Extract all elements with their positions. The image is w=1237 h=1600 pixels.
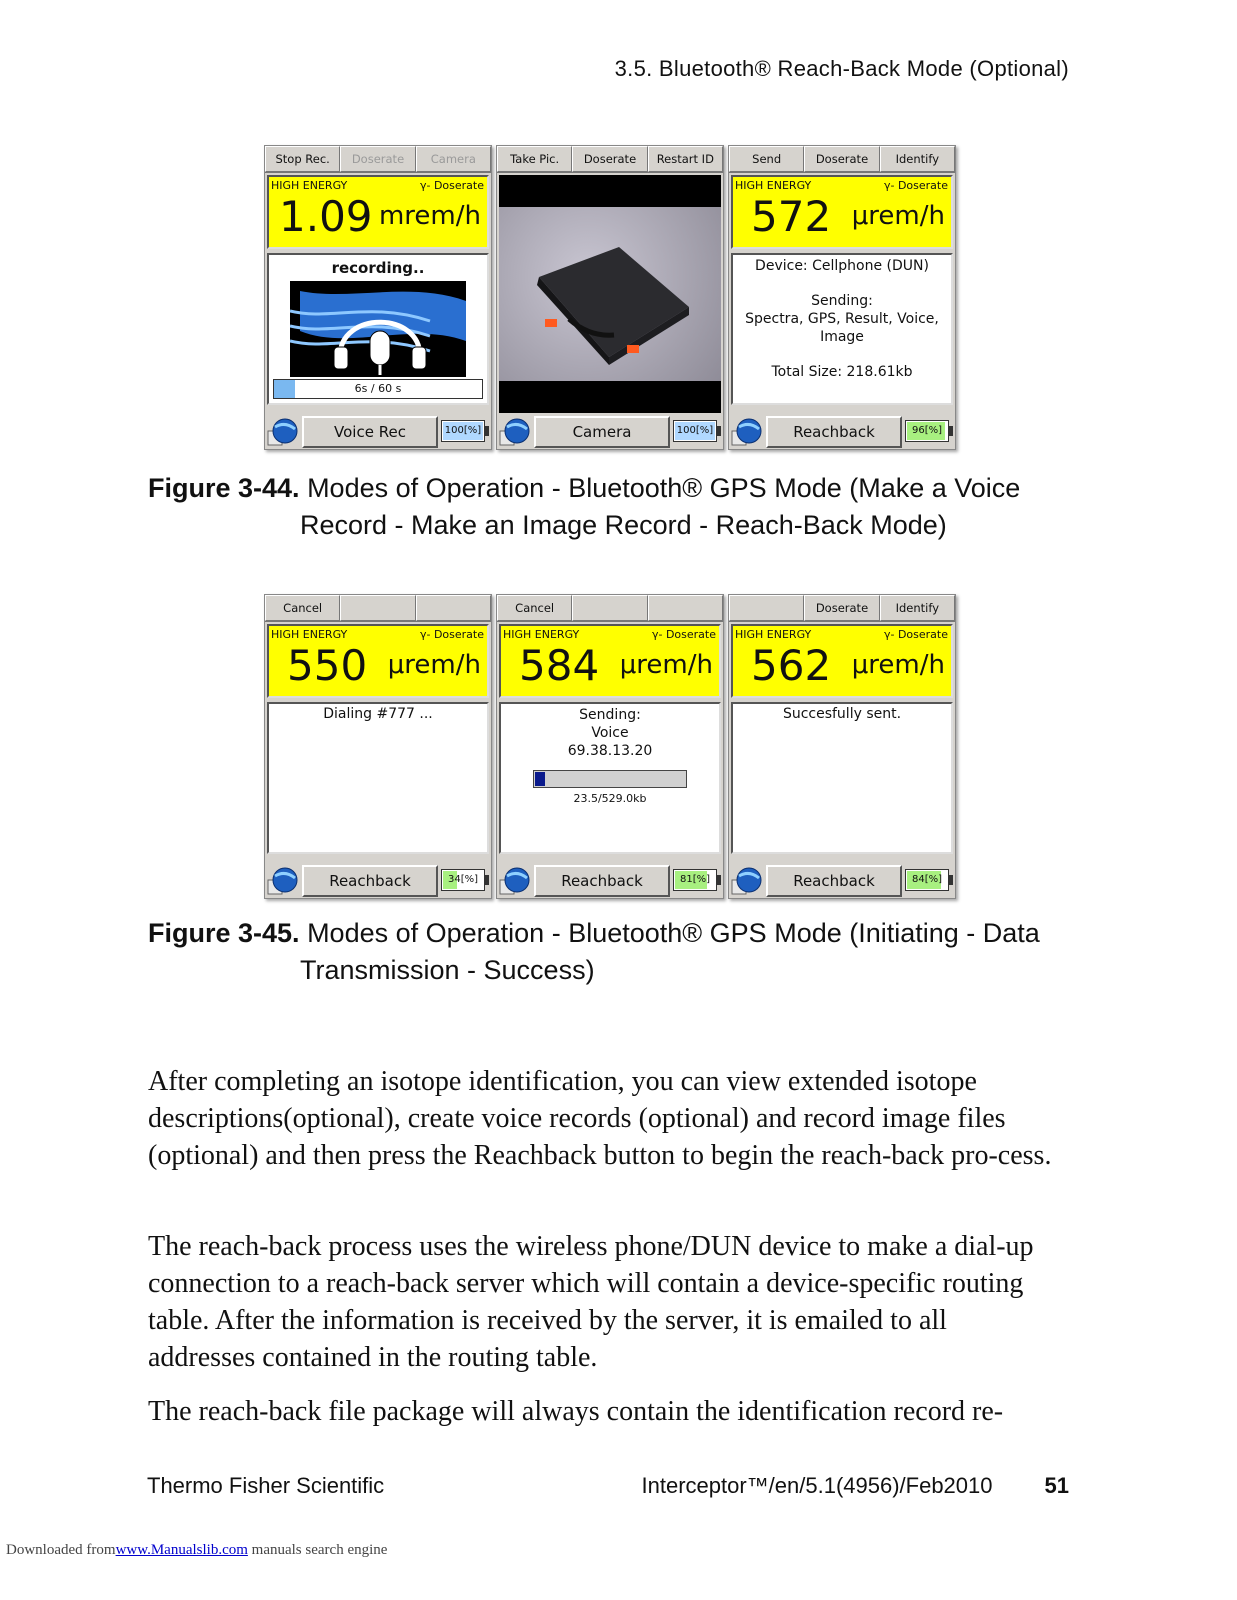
camera-preview <box>499 175 721 413</box>
sending-label: Sending: <box>579 707 641 723</box>
doserate-value: 584 <box>519 641 600 690</box>
status-bar <box>497 415 723 449</box>
section-header: 3.5. Bluetooth® Reach-Back Mode (Optional) <box>614 56 1069 81</box>
battery-text: 84[%] <box>911 874 943 885</box>
toolbar <box>265 146 491 173</box>
caption-label: Figure 3-44. <box>148 473 300 503</box>
start-globe-icon[interactable] <box>267 417 299 447</box>
battery-text: 100[%] <box>676 425 714 436</box>
caption-line-2: Record - Make an Image Record - Reach-Back Mode) <box>300 510 947 540</box>
doserate-button[interactable]: Doserate <box>572 146 647 172</box>
manualslib-link[interactable]: www.Manualslib.com <box>115 1542 248 1558</box>
voice-record-icon <box>290 281 466 377</box>
recording-progress-fill <box>274 380 295 398</box>
screen-dialing <box>264 594 492 899</box>
caption-line-1: Modes of Operation - Bluetooth® GPS Mode (Initiating - Data <box>307 918 1040 948</box>
status-bar <box>729 415 955 449</box>
doserate-display <box>731 624 953 698</box>
empty-button[interactable] <box>572 595 647 621</box>
empty-button[interactable] <box>648 595 723 621</box>
figure-3-45-screens <box>264 594 956 899</box>
mode-button[interactable]: Reachback <box>534 865 670 897</box>
dialing-panel <box>267 702 489 854</box>
start-globe-icon[interactable] <box>731 417 763 447</box>
figure-3-44-screens <box>264 145 956 450</box>
recording-progress <box>273 379 483 399</box>
doserate-button[interactable]: Doserate <box>804 146 879 172</box>
energy-label: HIGH ENERGY <box>735 179 812 192</box>
screen-voice-rec <box>264 145 492 450</box>
identify-button[interactable]: Identify <box>880 146 955 172</box>
start-globe-icon[interactable] <box>499 417 531 447</box>
doserate-unit: μrem/h <box>851 650 945 680</box>
empty-button[interactable] <box>416 595 491 621</box>
download-prefix: Downloaded from <box>6 1542 116 1558</box>
battery-text: 81[%] <box>679 874 711 885</box>
toolbar <box>729 595 955 622</box>
energy-label: HIGH ENERGY <box>271 628 348 641</box>
energy-label: HIGH ENERGY <box>735 628 812 641</box>
status-bar <box>497 864 723 898</box>
identify-button[interactable]: Identify <box>880 595 955 621</box>
battery-indicator <box>441 420 489 444</box>
toolbar <box>497 146 723 173</box>
doserate-value: 562 <box>751 641 832 690</box>
battery-text: 96[%] <box>911 425 943 436</box>
battery-indicator <box>441 869 489 893</box>
footer-doc-id: Interceptor™/en/5.1(4956)/Feb2010 <box>641 1473 993 1498</box>
transfer-progress-text: 23.5/529.0kb <box>573 792 647 805</box>
doserate-unit: mrem/h <box>378 201 481 231</box>
screen-transmission <box>496 594 724 899</box>
doserate-button[interactable]: Doserate <box>340 146 415 172</box>
doserate-value: 550 <box>287 641 368 690</box>
mode-button[interactable]: Camera <box>534 416 670 448</box>
toolbar <box>729 146 955 173</box>
camera-photo <box>499 207 721 381</box>
send-button[interactable]: Send <box>729 146 804 172</box>
energy-label: HIGH ENERGY <box>271 179 348 192</box>
footer-doc <box>642 1473 1070 1499</box>
battery-indicator <box>905 869 953 893</box>
download-suffix: manuals search engine <box>251 1542 388 1558</box>
success-status: Succesfully sent. <box>782 706 902 722</box>
restart-id-button[interactable]: Restart ID <box>648 146 723 172</box>
footer-company: Thermo Fisher Scientific <box>147 1473 385 1498</box>
recording-progress-text: 6s / 60 s <box>354 382 402 395</box>
battery-indicator <box>673 420 721 444</box>
doserate-display <box>499 624 721 698</box>
type-label: γ- Doserate <box>419 179 484 192</box>
status-bar <box>729 864 955 898</box>
body-paragraph-1: After completing an isotope identification, you can view extended isotope descriptions(optional), create voice records (optional) and record image files (optional) and then press the Reachback button to begin the reach-back pro-cess. <box>148 1066 1052 1171</box>
mode-button[interactable]: Reachback <box>766 416 902 448</box>
total-size: Total Size: 218.61kb <box>771 364 913 380</box>
doserate-unit: μrem/h <box>387 650 481 680</box>
doserate-display <box>731 175 953 249</box>
start-globe-icon[interactable] <box>499 866 531 896</box>
take-pic-button[interactable]: Take Pic. <box>497 146 572 172</box>
sending-items: Spectra, GPS, Result, Voice, <box>745 311 939 327</box>
type-label: γ- Doserate <box>883 179 948 192</box>
doserate-unit: μrem/h <box>851 201 945 231</box>
doserate-value: 1.09 <box>279 192 373 241</box>
sending-label: Sending: <box>811 293 873 309</box>
type-label: γ- Doserate <box>419 628 484 641</box>
doserate-display <box>267 624 489 698</box>
energy-label: HIGH ENERGY <box>503 628 580 641</box>
start-globe-icon[interactable] <box>731 866 763 896</box>
figure-3-45-caption <box>148 915 1040 989</box>
cancel-button[interactable]: Cancel <box>497 595 572 621</box>
screen-reachback-send <box>728 145 956 450</box>
mode-button[interactable]: Voice Rec <box>302 416 438 448</box>
status-bar <box>265 415 491 449</box>
caption-label: Figure 3-45. <box>148 918 300 948</box>
caption-line-1: Modes of Operation - Bluetooth® GPS Mode (Make a Voice <box>307 473 1021 503</box>
battery-text: 100[%] <box>444 425 482 436</box>
sending-items-2: Image <box>820 329 864 345</box>
server-ip: 69.38.13.20 <box>567 743 653 759</box>
figure-3-44-caption <box>148 470 1020 544</box>
cancel-button[interactable]: Cancel <box>265 595 340 621</box>
success-panel <box>731 702 953 854</box>
body-paragraph-2: The reach-back process uses the wireless phone/DUN device to make a dial-up connection to a reach-back server which will contain a device-specific routing table. After the information is received by the server, it is emailed to all addresses contained in the routing table. <box>148 1231 1034 1373</box>
doserate-display <box>267 175 489 249</box>
stop-rec-button[interactable]: Stop Rec. <box>265 146 340 172</box>
mode-button[interactable]: Reachback <box>766 865 902 897</box>
type-label: γ- Doserate <box>883 628 948 641</box>
empty-button[interactable] <box>729 595 804 621</box>
screen-camera <box>496 145 724 450</box>
case-image <box>499 207 721 381</box>
transmission-panel <box>499 702 721 854</box>
start-globe-icon[interactable] <box>267 866 299 896</box>
body-paragraph-3: The reach-back file package will always contain the identification record re- <box>148 1396 1004 1427</box>
recording-panel <box>267 253 489 405</box>
dialing-status: Dialing #777 ... <box>323 706 433 722</box>
screen-success <box>728 594 956 899</box>
send-info-panel <box>731 253 953 405</box>
battery-indicator <box>905 420 953 444</box>
transfer-progress <box>533 770 687 788</box>
camera-button[interactable]: Camera <box>416 146 491 172</box>
battery-text: 34[%] <box>447 874 479 885</box>
transfer-progress-fill <box>535 772 545 786</box>
toolbar <box>265 595 491 622</box>
empty-button[interactable] <box>340 595 415 621</box>
doserate-unit: μrem/h <box>619 650 713 680</box>
page-number: 51 <box>1044 1473 1069 1498</box>
doserate-value: 572 <box>751 192 832 241</box>
caption-line-2: Transmission - Success) <box>300 955 595 985</box>
status-bar <box>265 864 491 898</box>
battery-indicator <box>673 869 721 893</box>
type-label: γ- Doserate <box>651 628 716 641</box>
recording-title: recording.. <box>331 259 425 277</box>
download-note <box>6 1542 387 1559</box>
doserate-button[interactable]: Doserate <box>804 595 879 621</box>
sending-item: Voice <box>591 725 629 741</box>
toolbar <box>497 595 723 622</box>
device-text: Device: Cellphone (DUN) <box>755 258 929 274</box>
mode-button[interactable]: Reachback <box>302 865 438 897</box>
